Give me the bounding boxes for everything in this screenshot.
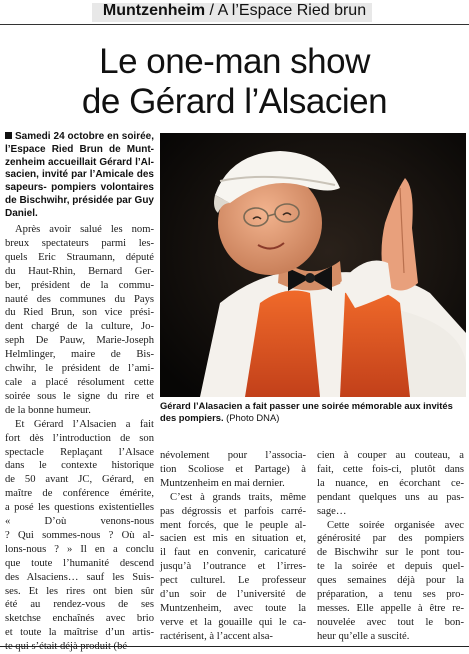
header-town: Muntzenheim bbox=[102, 2, 206, 19]
article-line: de la bonne humeur. bbox=[5, 404, 91, 416]
lead-paragraph bbox=[5, 131, 154, 221]
article-line: ? Qui sommes-nous ? Où al- bbox=[5, 529, 154, 541]
article-column-2 bbox=[160, 449, 306, 644]
article-line: seph De Pauw, Marie-Joseph bbox=[5, 335, 154, 347]
bullet-square-icon bbox=[5, 132, 12, 139]
article-line: quels Eric Straumann, député bbox=[5, 251, 154, 263]
article-line: que toute l’humanité descend bbox=[5, 557, 154, 569]
article-line: générosité par des pompiers bbox=[317, 533, 464, 545]
photo-caption bbox=[160, 400, 465, 425]
article-line: tion Scoliose et Partage) à bbox=[160, 463, 306, 475]
article-line: spectacle Replaçant l’Alsace bbox=[5, 446, 154, 458]
photo-illustration bbox=[160, 133, 466, 397]
article-line: chwihr, le président de l’ami- bbox=[5, 363, 154, 375]
article-line: nouvelée avec tout le bon- bbox=[317, 616, 464, 628]
article-line: lons-nous ? » Il en a conclu bbox=[5, 543, 154, 555]
article-line: te la soirée et depuis quel- bbox=[317, 561, 464, 573]
section-header bbox=[0, 0, 469, 25]
article-line: Muntzenheim, avec toute la bbox=[160, 602, 306, 614]
article-line: messes. Elle appelle à être re- bbox=[317, 602, 464, 614]
article-line: des Alsaciens… sauf les Suis- bbox=[5, 571, 154, 583]
article-line: « D’où venons-nous bbox=[5, 516, 154, 528]
header-section: A l’Espace Ried brun bbox=[217, 2, 367, 19]
article-line: Après avoir salué les nom- bbox=[15, 224, 154, 235]
article-line: sage… bbox=[317, 505, 347, 517]
article-line: dans le contexte historique bbox=[5, 460, 154, 472]
lead-line: Samedi 24 octobre en soirée, bbox=[5, 131, 154, 144]
article-line: la nuance, en écorchant ce- bbox=[317, 477, 464, 489]
performer-photo bbox=[160, 133, 466, 397]
article-line: Muntzenheim en mai dernier. bbox=[160, 477, 285, 489]
article-line: breux spectateurs parmi les- bbox=[5, 237, 154, 249]
article-line: il faut en convenir, caricaturé bbox=[160, 547, 306, 559]
article-line: maître de conférence émérite, bbox=[5, 488, 154, 500]
article-line: ses. Et les rires ont bien sûr bbox=[5, 585, 154, 597]
article-line: Helmlinger, maire de Bis- bbox=[5, 349, 154, 361]
caption-text: Gérard l’Alasacien a fait passer une soirée mémorable aux invités des pompiers. bbox=[160, 400, 453, 424]
article-line: sacien est mis en situation et, bbox=[160, 533, 306, 545]
header-separator: / bbox=[205, 2, 218, 19]
lead-line: zenheim accueillait Gérard l’Al- bbox=[5, 156, 154, 168]
article-column-3 bbox=[317, 449, 464, 644]
article-line bbox=[5, 640, 154, 654]
article-line: heur qu’elle a suscité. bbox=[317, 630, 410, 642]
article-line: de 50 avant JC, Gérard, en bbox=[5, 474, 154, 486]
article-line: cale a placé résolument cette bbox=[5, 376, 154, 388]
caption-credit: (Photo DNA) bbox=[226, 412, 280, 424]
article-line: de Bischwihr sur le pont tou- bbox=[317, 547, 464, 559]
article-line: ber, président de la commu- bbox=[5, 279, 154, 291]
article-line: ractérisent, à l’accent alsa- bbox=[160, 630, 273, 642]
article-column-1 bbox=[5, 223, 154, 654]
article-line: soirée sous le signe du rire et bbox=[5, 390, 154, 402]
lead-line: l’Espace Ried Brun de Munt- bbox=[5, 143, 154, 155]
article-line: fait, cette fois-ci, plutôt dans bbox=[317, 463, 464, 475]
lead-line: sacien, invité par l’Amicale des bbox=[5, 169, 154, 181]
article-line: dent chargé de la culture, Jo- bbox=[5, 321, 154, 333]
article-line: préparation, a tenu ses pro- bbox=[317, 589, 464, 601]
article-line: névolement pour l’associa- bbox=[160, 450, 306, 461]
article-line: ment forcés, que le peuple al- bbox=[160, 519, 306, 531]
article-line: verve et la gouaille qui le ca- bbox=[160, 616, 306, 628]
headline-line-2: de Gérard l’Alsacien bbox=[81, 82, 388, 121]
article-line: pect culturel. Le professeur bbox=[160, 575, 306, 587]
headline-line-1: Le one-man show bbox=[99, 42, 370, 81]
article-line: sketchse enchaînés avec brio bbox=[5, 613, 154, 625]
article-line: C’est à grands traits, même bbox=[170, 491, 306, 503]
header-text bbox=[0, 2, 469, 20]
lead-line: de Bischwihr, présidée par Guy bbox=[5, 194, 154, 206]
article-line: ques semaines déjà pour la bbox=[317, 575, 464, 587]
article-line: nauté des communes du Pays bbox=[5, 293, 154, 305]
lead-line: sapeurs- pompiers volontaires bbox=[5, 182, 154, 194]
article-line: du Ried Brun, son vice prési- bbox=[5, 307, 154, 319]
article-line: d’un soir de l’université de bbox=[160, 589, 306, 601]
article-line: été au rendez-vous de ses bbox=[5, 599, 154, 611]
article-line: Cette soirée organisée avec bbox=[327, 519, 464, 531]
article-line: et toute la maîtrise d’un artis- bbox=[5, 627, 154, 639]
article-line: fort dès l’introduction de son bbox=[5, 432, 154, 444]
article-line: a posé les questions existentielles bbox=[5, 502, 154, 514]
article-line: pas dégrossis et parfois carré- bbox=[160, 505, 306, 517]
article-line: cien à couper au couteau, a bbox=[317, 450, 464, 461]
article-line: Et Gérard l’Alsacien a fait bbox=[15, 418, 154, 430]
article-line: pendant quelques uns au pas- bbox=[317, 491, 464, 503]
lead-line: Daniel. bbox=[5, 207, 38, 219]
article-line: du Haut-Rhin, Bernard Ger- bbox=[5, 265, 154, 277]
bottom-rule bbox=[0, 646, 469, 647]
article-line: jusqu’à l’outrance et l’irres- bbox=[160, 561, 306, 573]
